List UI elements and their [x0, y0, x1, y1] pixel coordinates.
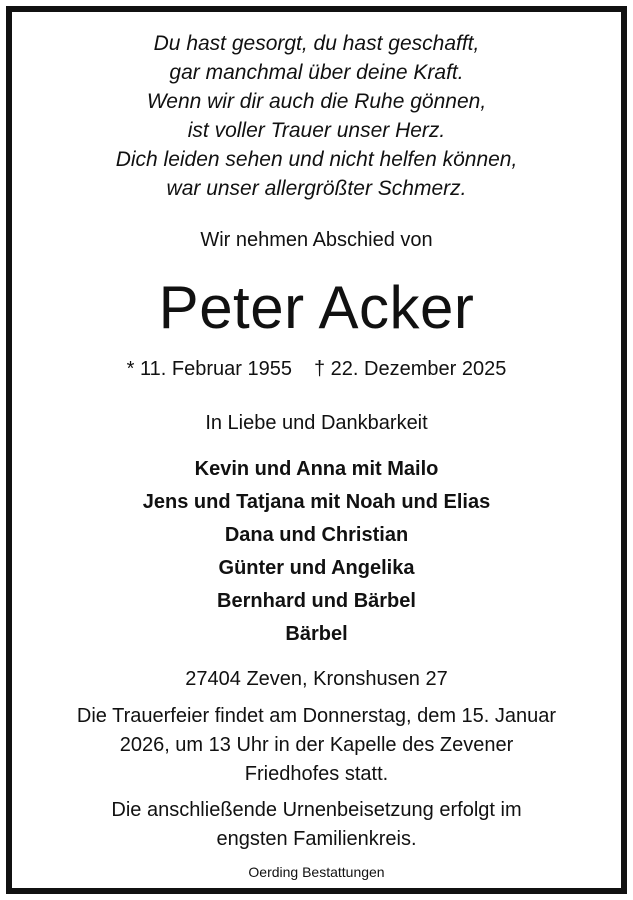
family-member: Bernhard und Bärbel [217, 590, 416, 612]
family-member: Günter und Angelika [218, 557, 415, 579]
family-member: Dana und Christian [224, 524, 409, 546]
family-member: Bärbel [285, 623, 348, 645]
death-date: † 22. Dezember 2025 [313, 358, 507, 380]
urn-line: Die anschließende Urnenbeisetzung erfolgt im [111, 799, 522, 821]
farewell-intro: Wir nehmen Abschied von [200, 229, 433, 251]
family-member: Jens und Tatjana mit Noah und Elias [142, 491, 491, 513]
obituary-notice [12, 12, 621, 888]
urn-burial-info [22, 796, 611, 854]
undertaker-name: Oerding Bestattungen [248, 864, 385, 880]
dedication-line: In Liebe und Dankbarkeit [205, 412, 428, 434]
mourning-address: 27404 Zeven, Kronshusen 27 [185, 668, 448, 690]
birth-date: * 11. Februar 1955 [126, 358, 292, 380]
service-line: Friedhofes statt. [244, 763, 389, 785]
life-dates [12, 355, 621, 383]
poem-line: Wenn wir dir auch die Ruhe gönnen, [146, 90, 487, 113]
family-member: Kevin und Anna mit Mailo [194, 458, 439, 480]
memorial-poem [12, 29, 621, 203]
service-line: Die Trauerfeier findet am Donnerstag, dem 15. Januar [76, 705, 557, 727]
poem-line: war unser allergrößter Schmerz. [166, 177, 467, 200]
family-list [12, 453, 621, 651]
service-line: 2026, um 13 Uhr in der Kapelle des Zevener [119, 734, 514, 756]
funeral-service-info [22, 702, 611, 789]
poem-line: gar manchmal über deine Kraft. [169, 61, 464, 84]
urn-line: engsten Familienkreis. [216, 828, 417, 850]
poem-line: Dich leiden sehen und nicht helfen können, [115, 148, 518, 171]
poem-line: Du hast gesorgt, du hast geschafft, [153, 32, 480, 55]
deceased-name: Peter Acker [158, 274, 475, 341]
poem-line: ist voller Trauer unser Herz. [187, 119, 446, 142]
